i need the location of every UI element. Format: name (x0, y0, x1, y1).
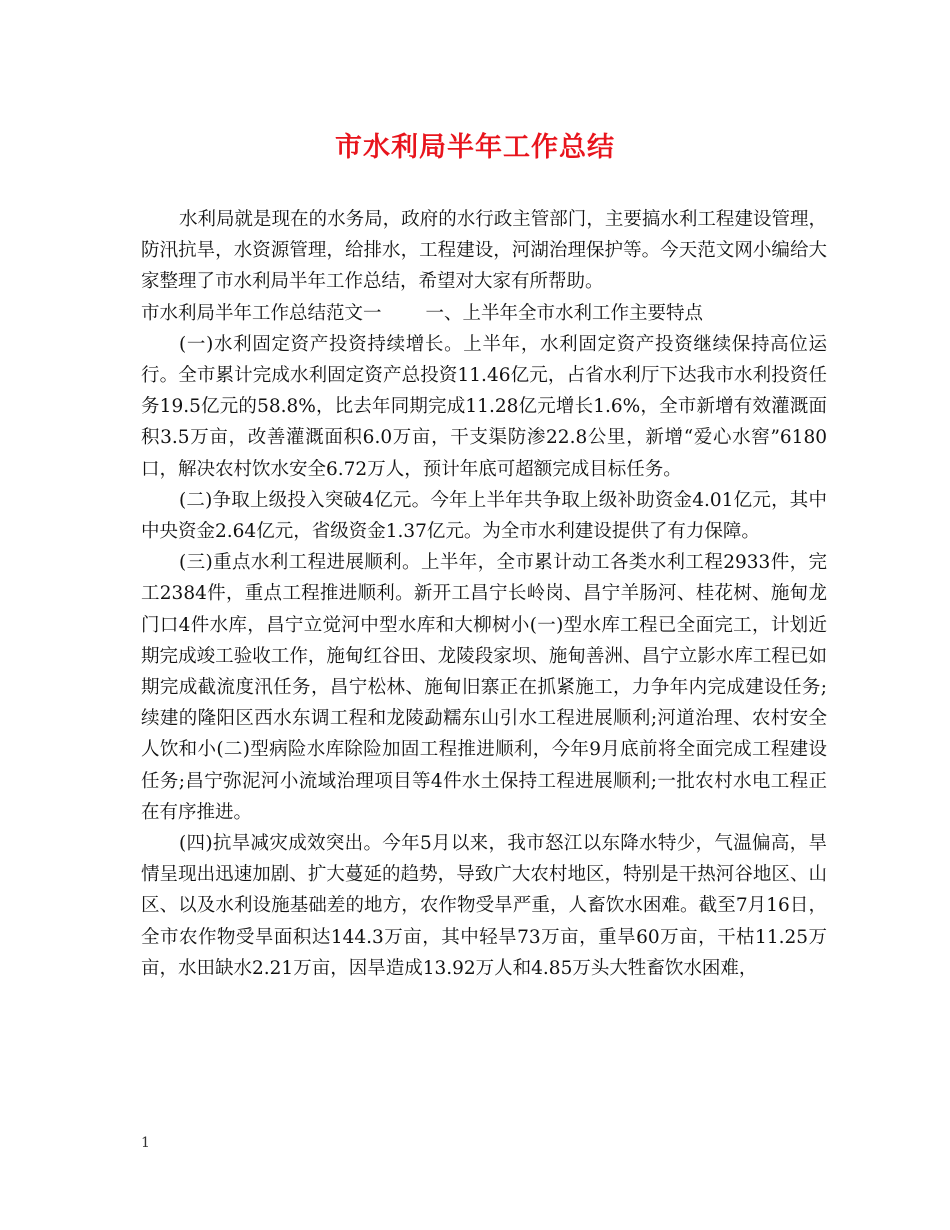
section-heading: 一、上半年全市水利工作主要特点 (425, 302, 704, 324)
paragraph-funding: (二)争取上级投入突破4亿元。今年上半年共争取上级补助资金4.01亿元，其中中央资金2.64亿元，省级资金1.37亿元。为全市水利建设提供了有力保障。 (141, 489, 827, 543)
page-number: 1 (141, 1135, 150, 1151)
paragraph-intro: 水利局就是现在的水务局，政府的水行政主管部门，主要搞水利工程建设管理，防汛抗旱，水资源管理，给排水，工程建设，河湖治理保护等。今天范文网小编给大家整理了市水利局半年工作总结，希望对大家有所帮助。 (141, 209, 827, 293)
sample-heading: 市水利局半年工作总结范文一 (141, 302, 382, 324)
paragraph-investment: (一)水利固定资产投资持续增长。上半年，水利固定资产投资继续保持高位运行。全市累计完成水利固定资产总投资11.46亿元，占省水利厅下达我市水利投资任务19.5亿元的58.8%，比去年同期完成11.28亿元增长1.6%，全市新增有效灌溉面积3.5万亩，改善灌溉面积6.0万亩，干支渠防渗22.8公里，新增“爱心水窖”6180口，解决农村饮水安全6.72万人，预计年底可超额完成目标任务。 (141, 333, 827, 480)
paragraph-key-projects: (三)重点水利工程进展顺利。上半年，全市累计动工各类水利工程2933件，完工2384件，重点工程推进顺利。新开工昌宁长岭岗、昌宁羊肠河、桂花树、施甸龙门口4件水库，昌宁立觉河中型水库和大柳树小(一)型水库工程已全面完工，计划近期完成竣工验收工作，施甸红谷田、龙陵段家坝、施甸善洲、昌宁立影水库工程已如期完成截流度汛任务，昌宁松林、施甸旧寨正在抓紧施工，力争年内完成建设任务;续建的隆阳区西水东调工程和龙陵勐糯东山引水工程进展顺利;河道治理、农村安全人饮和小(二)型病险水库除险加固工程推进顺利，今年9月底前将全面完成工程建设任务;昌宁弥泥河小流域治理项目等4件水土保持工程进展顺利;一批农村水电工程正在有序推进。 (141, 552, 827, 823)
paragraph-section-heading (141, 298, 827, 329)
document-title: 市水利局半年工作总结 (335, 132, 615, 163)
document-body (141, 204, 827, 984)
paragraph-drought: (四)抗旱减灾成效突出。今年5月以来，我市怒江以东降水特少，气温偏高，旱情呈现出迅速加剧、扩大蔓延的趋势，导致广大农村地区，特别是干热河谷地区、山区、以及水利设施基础差的地方，农作物受旱严重，人畜饮水困难。截至7月16日，全市农作物受旱面积达144.3万亩，其中轻旱73万亩，重旱60万亩，干枯11.25万亩，水田缺水2.21万亩，因旱造成13.92万人和4.85万头大牲畜饮水困难， (141, 833, 827, 979)
